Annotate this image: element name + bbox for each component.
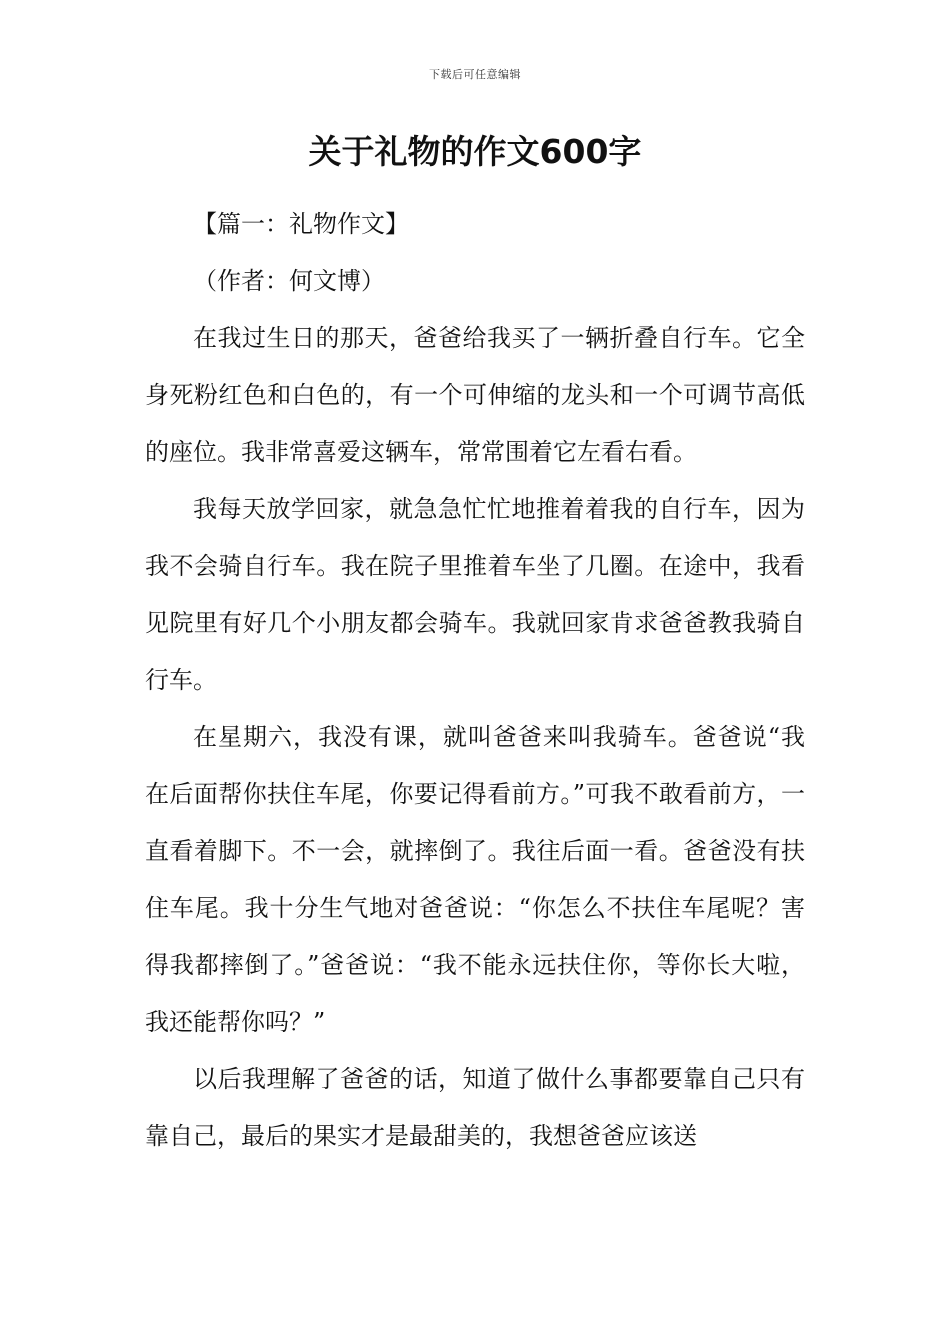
document-title: 关于礼物的作文600字 [308, 132, 642, 171]
document-body [145, 196, 805, 1165]
paragraph: 以后我理解了爸爸的话，知道了做什么事都要靠自己只有靠自己，最后的果实才是最甜美的，我想爸爸应该送 [145, 1065, 805, 1150]
paragraph: 在星期六，我没有课，就叫爸爸来叫我骑车。爸爸说“我在后面帮你扶住车尾，你要记得看前方。”可我不敢看前方，一直看着脚下。不一会，就摔倒了。我往后面一看。爸爸没有扶住车尾。我十分生气地对爸爸说：“你怎么不扶住车尾呢？害得我都摔倒了。”爸爸说：“我不能永远扶住你，等你长大啦，我还能帮你吗？” [145, 723, 805, 1036]
author-line: （作者：何文博） [193, 267, 385, 295]
paragraph: 我每天放学回家，就急急忙忙地推着着我的自行车，因为我不会骑自行车。我在院子里推着车坐了几圈。在途中，我看见院里有好几个小朋友都会骑车。我就回家肯求爸爸教我骑自行车。 [145, 495, 805, 694]
section-heading: 【篇一：礼物作文】 [193, 210, 409, 238]
header-note: 下载后可任意编辑 [429, 68, 521, 81]
paragraph: 在我过生日的那天，爸爸给我买了一辆折叠自行车。它全身死粉红色和白色的，有一个可伸缩的龙头和一个可调节高低的座位。我非常喜爱这辆车，常常围着它左看右看。 [145, 324, 805, 466]
